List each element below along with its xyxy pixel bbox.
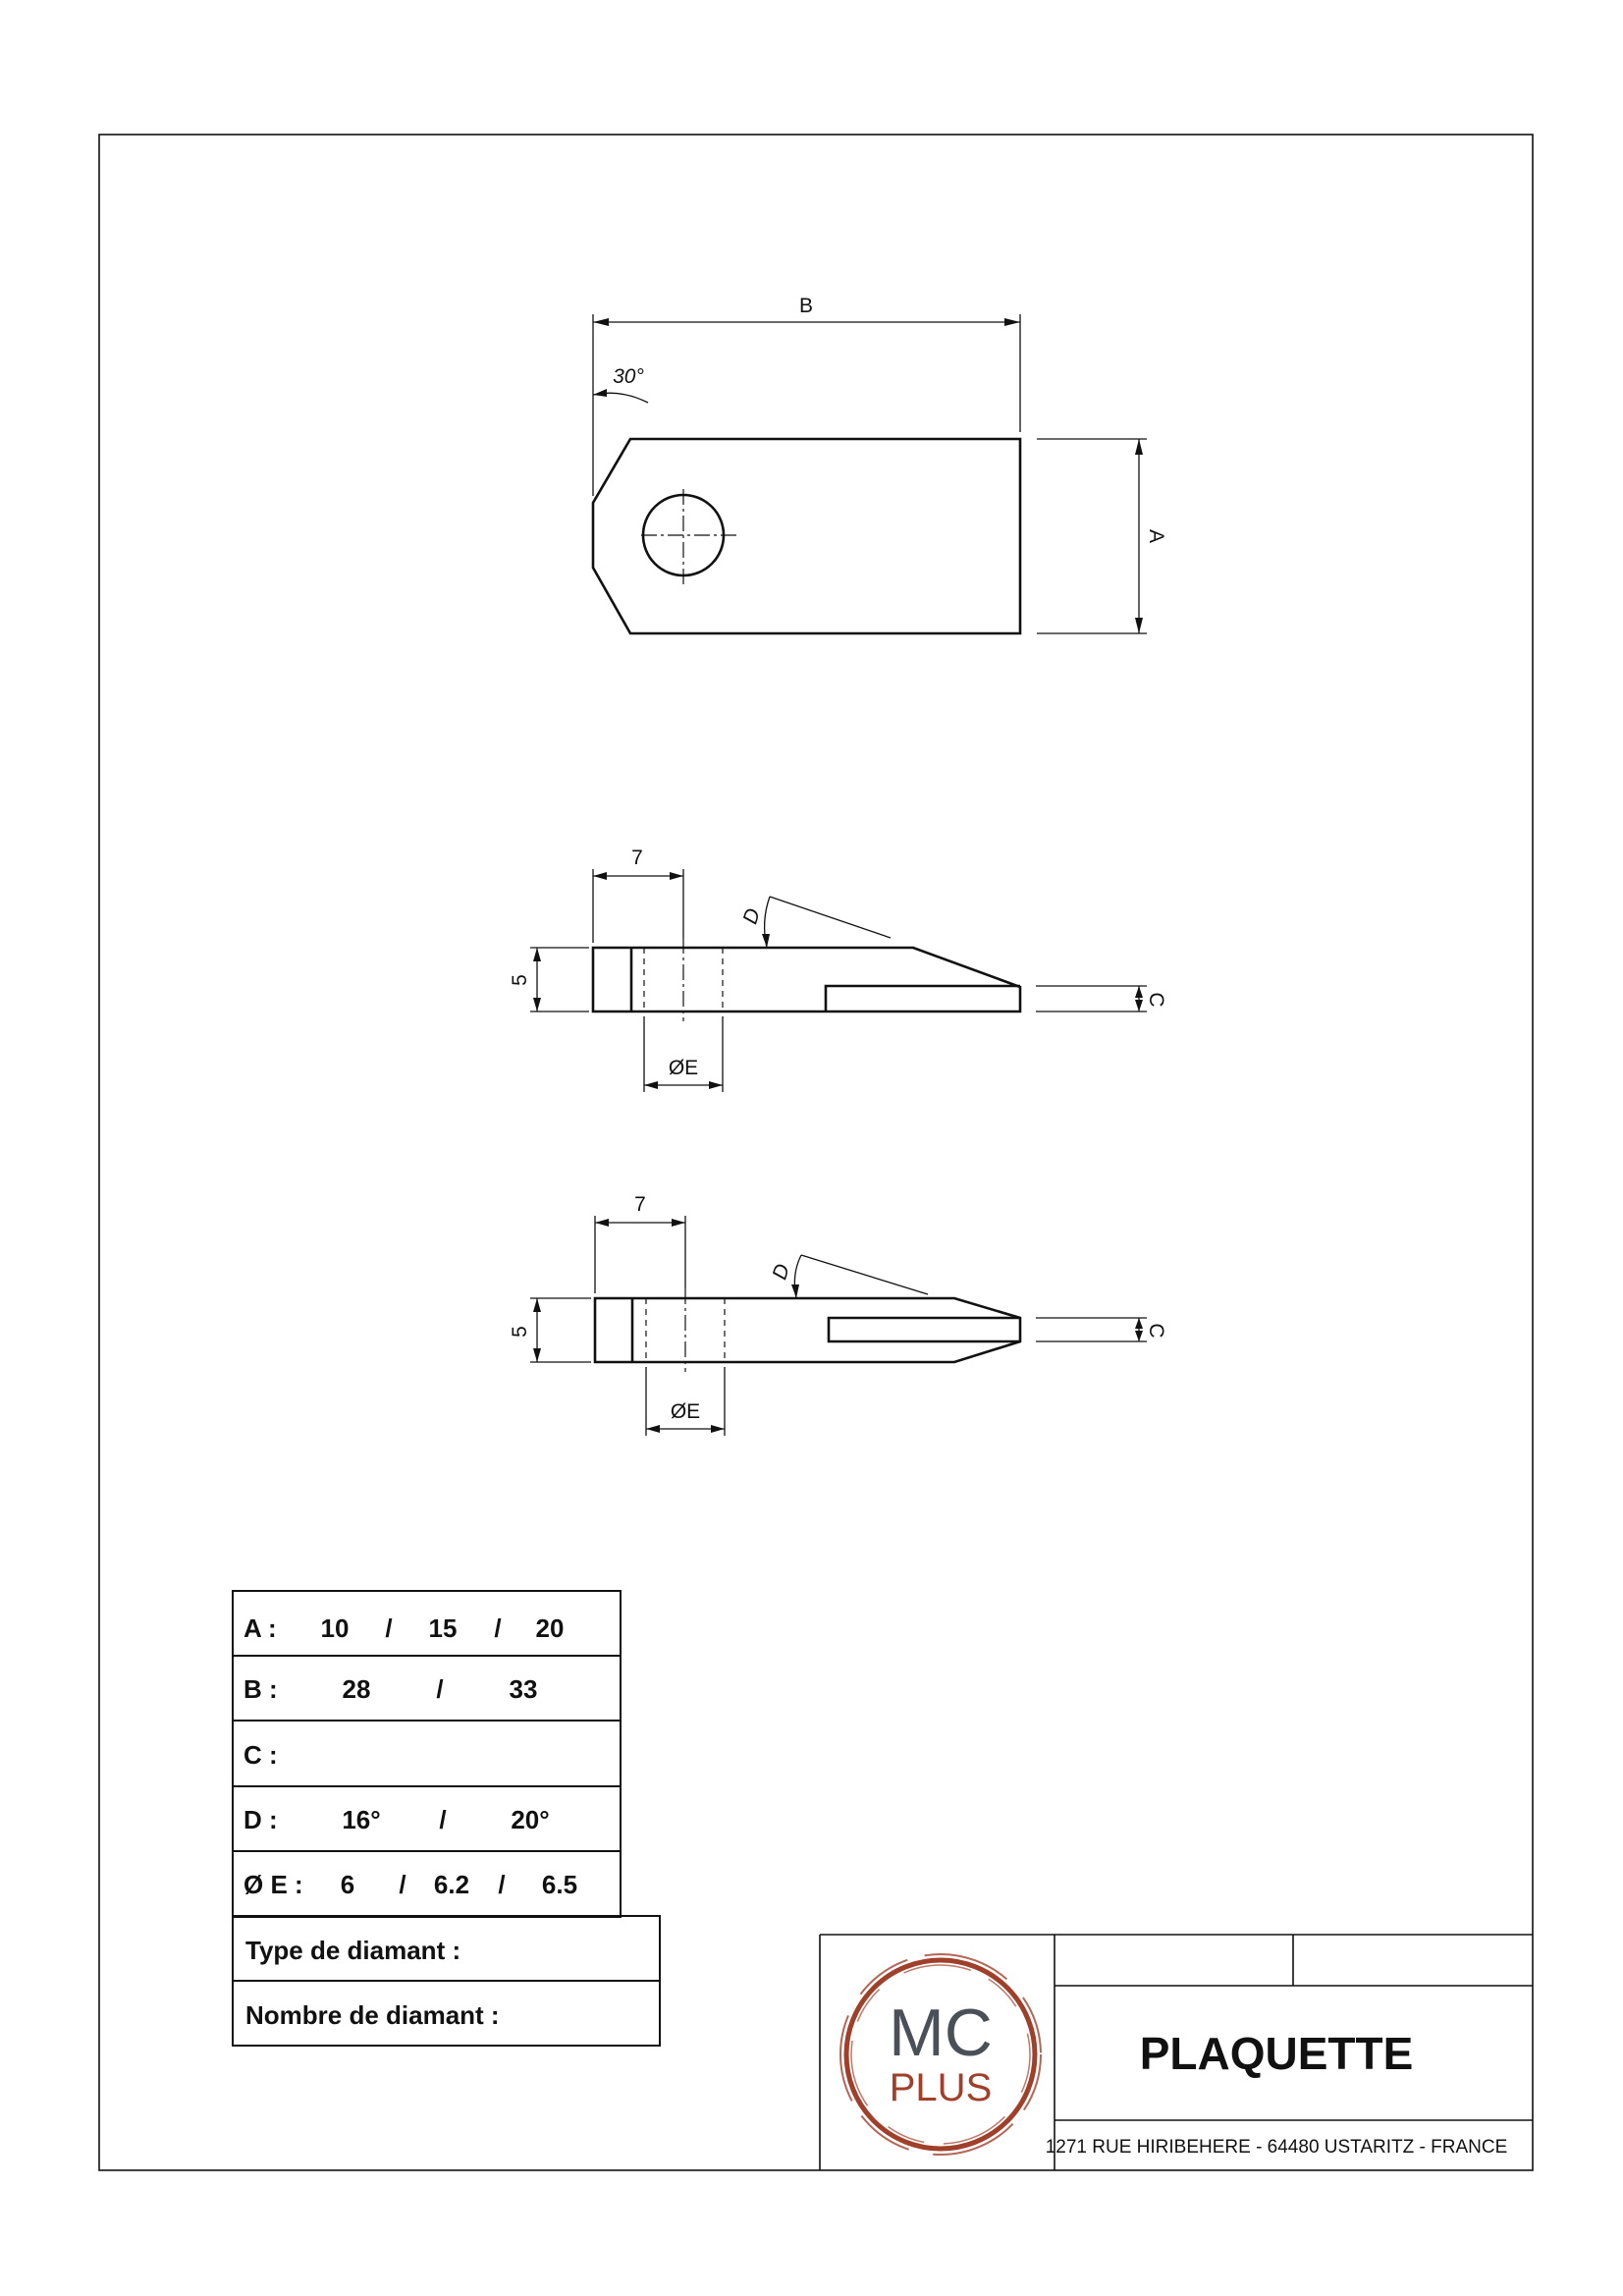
row-e-value: 6.5	[541, 1870, 578, 1899]
diamond-count-label: Nombre de diamant :	[245, 2000, 500, 2030]
plate-outline	[593, 439, 1020, 633]
row-a-value: 20	[535, 1613, 565, 1643]
mc-plus-logo	[840, 1954, 1041, 2155]
dim-label-a: A	[1145, 528, 1167, 544]
row-e-sep: /	[498, 1870, 506, 1899]
row-a-value: 10	[320, 1613, 350, 1643]
side1-diamond-slot	[826, 986, 1020, 1011]
row-d-value: 16°	[342, 1805, 381, 1834]
row-b-value: 28	[342, 1674, 371, 1704]
side2-dim-c: C	[1145, 1323, 1167, 1339]
side1-dim-c: C	[1145, 992, 1167, 1008]
title-block	[820, 1935, 1533, 2170]
side1-dim-e: ØE	[668, 1057, 699, 1079]
angle-label-30: 30°	[613, 365, 644, 388]
drawing-title: PLAQUETTE	[1139, 2028, 1414, 2079]
row-d-label: D :	[243, 1805, 278, 1834]
side1-dim-7: 7	[631, 847, 643, 869]
dim-label-b: B	[798, 295, 814, 317]
side2-dim-d: D	[768, 1261, 795, 1283]
row-e-label: Ø E :	[243, 1870, 303, 1899]
side2-diamond-slot	[829, 1318, 1020, 1341]
row-b-value: 33	[509, 1674, 538, 1704]
side1-dim-d: D	[738, 905, 766, 927]
row-d-sep: /	[439, 1805, 447, 1834]
row-b-sep: /	[436, 1674, 444, 1704]
side-view-2	[509, 1193, 1167, 1436]
row-a-label: A :	[243, 1613, 277, 1643]
side1-body	[593, 948, 1020, 1011]
row-a-value: 15	[428, 1613, 458, 1643]
side2-dim-7: 7	[634, 1193, 646, 1216]
row-d-value: 20°	[511, 1805, 550, 1834]
top-view	[593, 295, 1167, 633]
row-b-label: B :	[243, 1674, 278, 1704]
spec-table	[233, 1591, 660, 2046]
side2-dim-5: 5	[509, 1326, 531, 1338]
logo-plus-text: PLUS	[889, 2066, 993, 2109]
diamond-type-label: Type de diamant :	[245, 1936, 461, 1965]
row-a-sep: /	[385, 1613, 393, 1643]
row-e-value: 6.2	[433, 1870, 470, 1899]
side2-dim-e: ØE	[670, 1400, 701, 1423]
row-a-sep: /	[494, 1613, 502, 1643]
company-address: 1271 RUE HIRIBEHERE - 64480 USTARITZ - FRANCE	[1045, 2137, 1508, 2158]
side2-body	[595, 1298, 1020, 1362]
row-c-label: C :	[243, 1740, 278, 1770]
row-e-sep: /	[399, 1870, 406, 1899]
row-e-value: 6	[340, 1870, 355, 1899]
logo-mc-text: MC	[889, 1995, 993, 2070]
side-view-1	[509, 847, 1167, 1092]
side1-dim-5: 5	[509, 974, 531, 986]
